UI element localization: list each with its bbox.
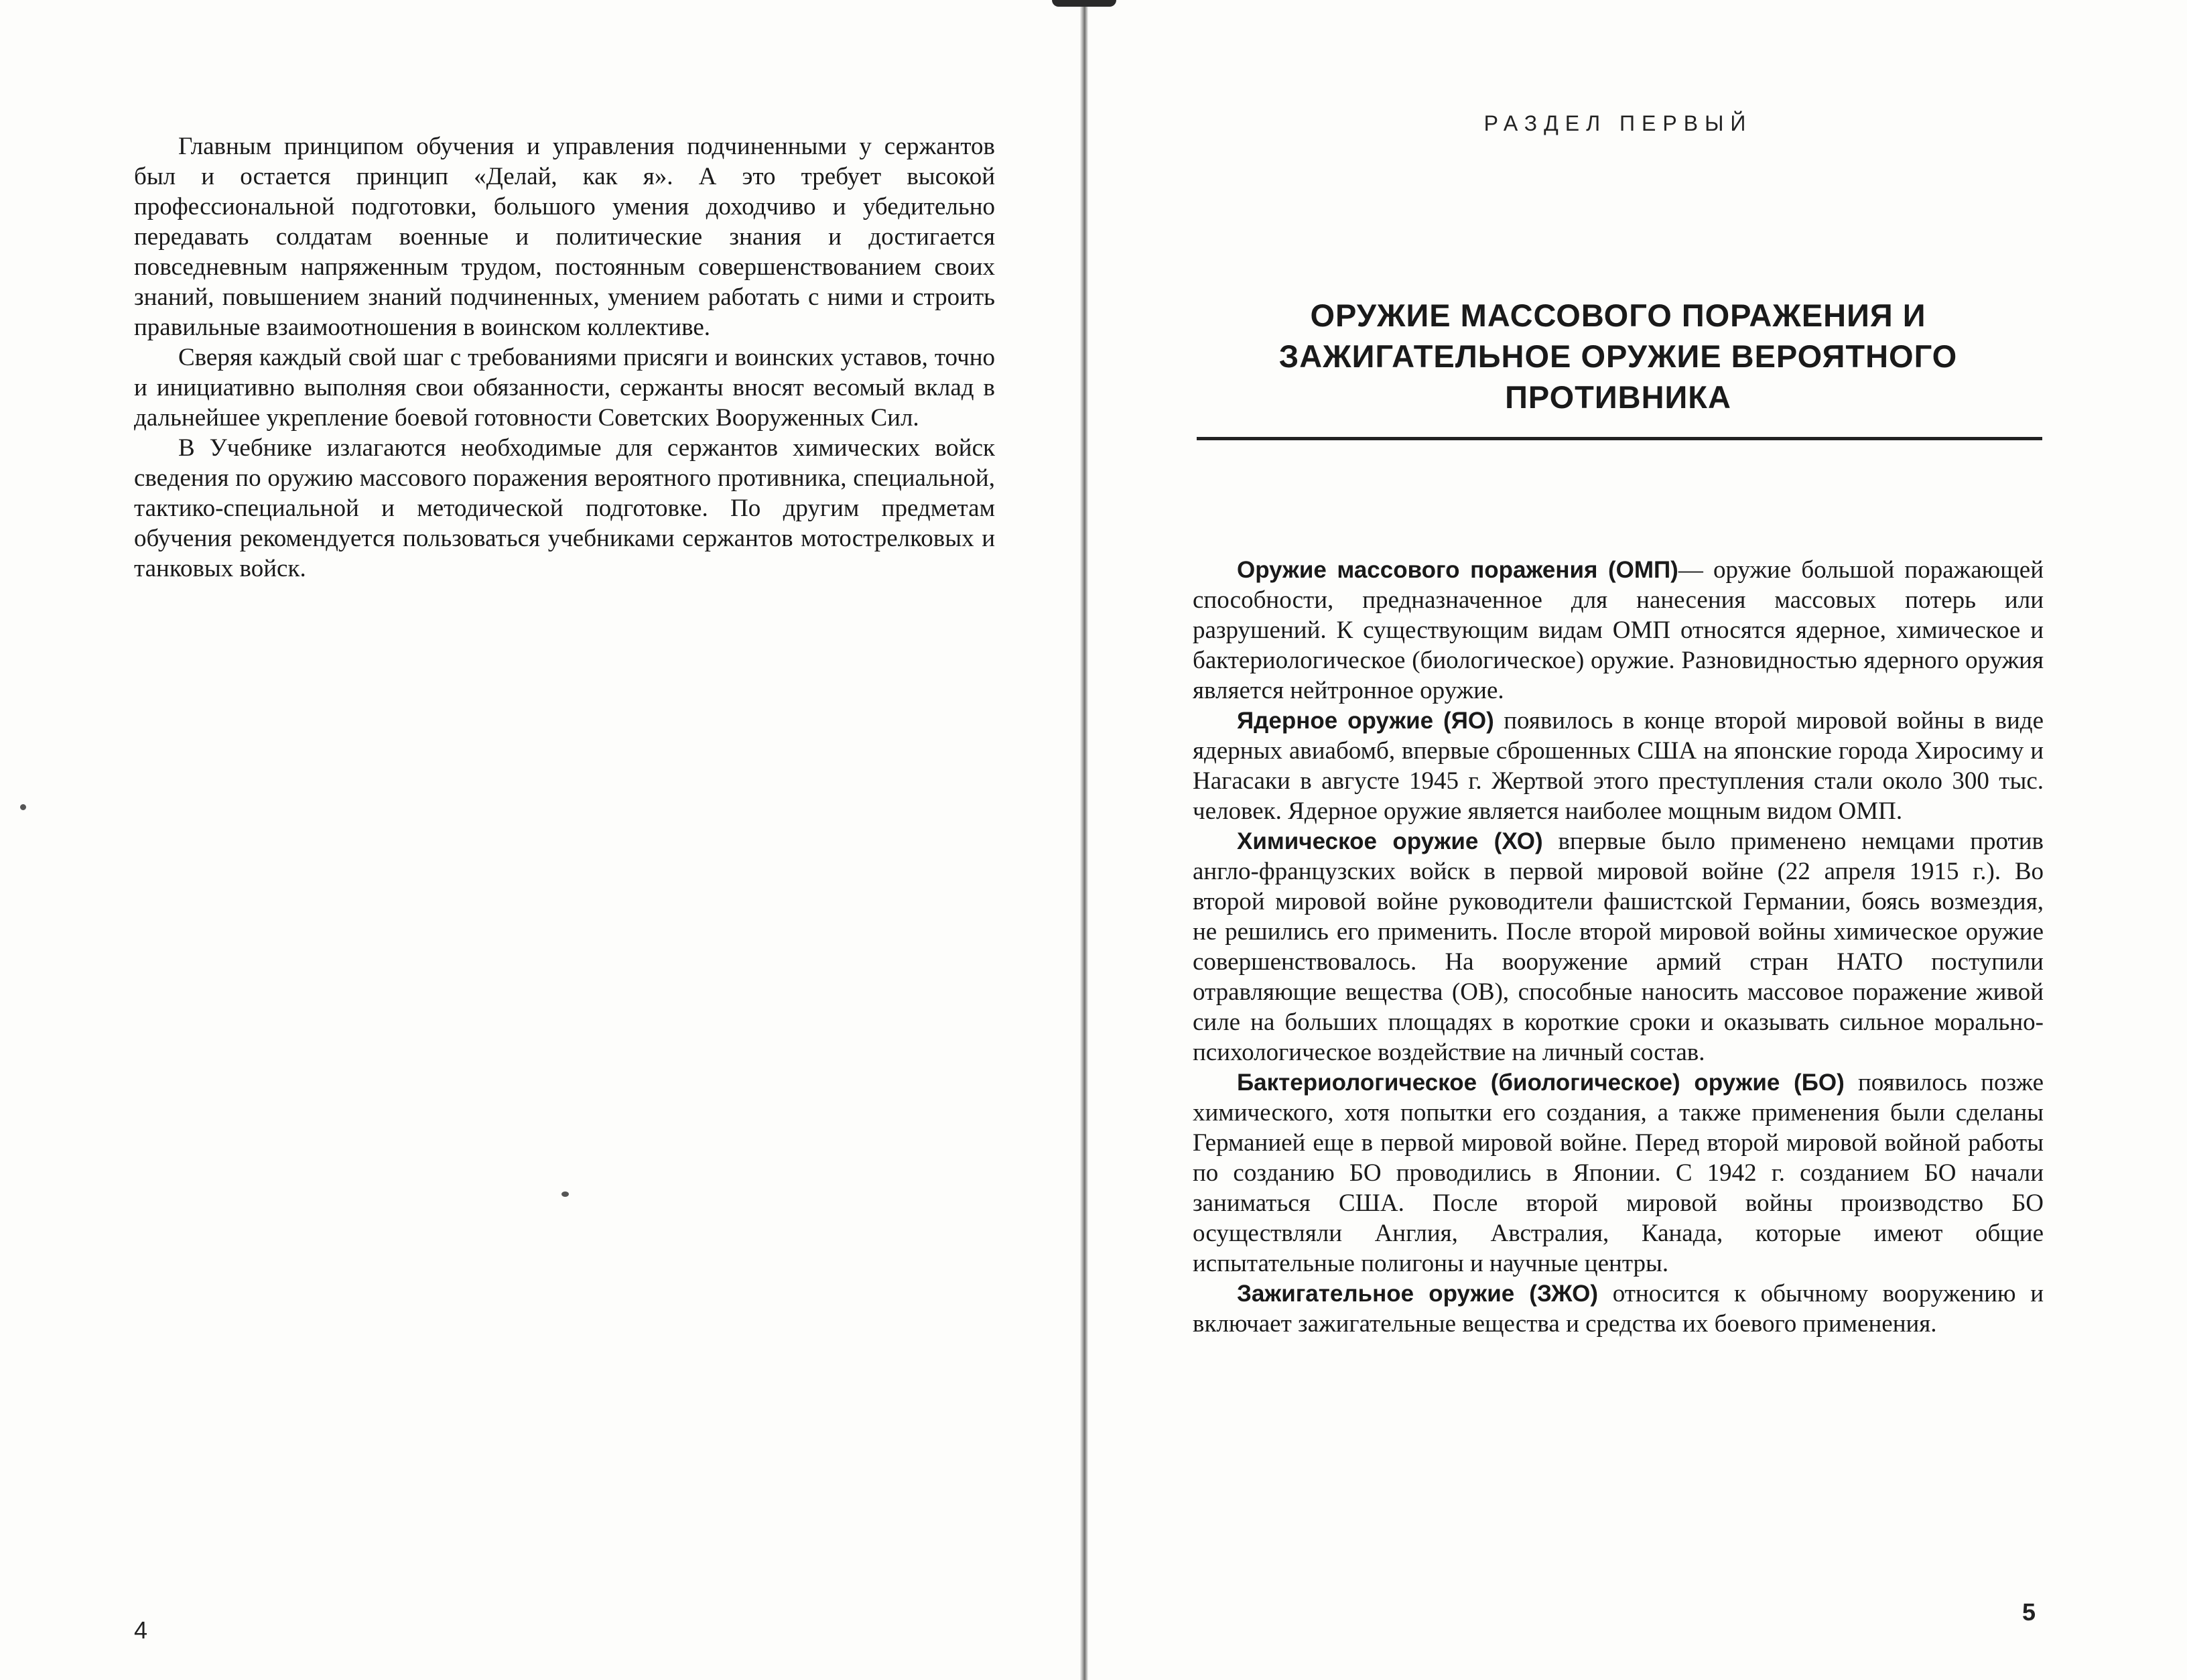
left-page-body xyxy=(134,131,995,584)
term-zho: Зажигательное оружие (ЗЖО) xyxy=(1237,1281,1599,1307)
right-paragraph-zho xyxy=(1193,1279,2044,1339)
right-paragraph-ho-text: впервые было применено немцами против англо-французских войск в первой мировой войне (22 апреля 1915 г.). Во второй мировой войне руководители фашистской Германии, боясь возмездия, не решились его применить. После второй мировой войны химическое оружие совершенствовалось. На вооружение армий стран НАТО поступили отравляющие вещества (ОВ), способные наносить массовое поражение живой силе на больших площадях в короткие сроки и оказывать сильное морально-психологическое воздействие на личный состав. xyxy=(1193,828,2044,1066)
binding-shadow xyxy=(1052,0,1116,7)
section-label: РАЗДЕЛ ПЕРВЫЙ xyxy=(1483,111,1753,135)
left-paragraph-3: В Учебнике излагаются необходимые для сержантов химических войск сведения по оружию массового поражения вероятного противника, специальной, тактико-специальной и методической подготовке. По другим предметам обучения рекомендуется пользоваться учебниками сержантов мотострелковых и танковых войск. xyxy=(134,434,995,582)
right-paragraph-zho-text: относится к обычному вооружению и включает зажигательные вещества и средства их боевого применения. xyxy=(1193,1280,2044,1338)
chapter-title: ОРУЖИЕ МАССОВОГО ПОРАЖЕНИЯ И ЗАЖИГАТЕЛЬНОЕ ОРУЖИЕ ВЕРОЯТНОГО ПРОТИВНИКА xyxy=(1278,298,1958,415)
right-page-body xyxy=(1193,555,2044,1339)
left-paragraph-2: Сверяя каждый свой шаг с требованиями присяги и воинских уставов, точно и инициативно выполняя свои обязанности, сержанты вносят весомый вклад в дальнейшее укрепление боевой готовности Советских Вооруженных Сил. xyxy=(134,344,995,432)
right-page-number: 5 xyxy=(2022,1598,2036,1626)
right-paragraph-yo xyxy=(1193,706,2044,826)
term-omp: Оружие массового поражения (ОМП) xyxy=(1237,557,1678,583)
left-page-number: 4 xyxy=(134,1616,148,1644)
book-gutter xyxy=(1080,0,1088,1680)
right-paragraph-yo-text: появилось в конце второй мировой войны в виде ядерных авиабомб, впервые сброшенных США на японские города Хиросиму и Нагасаки в августе 1945 г. Жертвой этого преступления стали около 300 тыс. человек. Ядерное оружие является наиболее мощным видом ОМП. xyxy=(1193,707,2044,825)
left-paragraph-1: Главным принципом обучения и управления подчиненными у сержантов был и остается принцип «Делай, как я». А это требует высокой профессиональной подготовки, большого умения доходчиво и убедительно передавать солдатам военные и политические знания и достигается повседневным напряженным трудом, постоянным совершенствованием своих знаний, повышением знаний подчиненных, умением работать с ними и строить правильные взаимоотношения в воинском коллективе. xyxy=(134,133,995,341)
print-speck xyxy=(561,1191,569,1197)
title-underline xyxy=(1197,437,2042,440)
right-paragraph-ho xyxy=(1193,826,2044,1068)
term-yo: Ядерное оружие (ЯО) xyxy=(1237,708,1494,734)
term-bo: Бактериологическое (биологическое) оружие (БО) xyxy=(1237,1070,1845,1096)
print-speck xyxy=(20,804,26,810)
right-paragraph-bo xyxy=(1193,1068,2044,1279)
right-paragraph-omp xyxy=(1193,555,2044,706)
right-paragraph-omp-text: — оружие большой поражающей способности, предназначенное для нанесения массовых потерь или разрушений. К существующим видам ОМП относятся ядерное, химическое и бактериологическое (биологическое) оружие. Разновидностью ядерного оружия является нейтронное оружие. xyxy=(1193,556,2044,704)
term-ho: Химическое оружие (ХО) xyxy=(1237,828,1543,854)
right-paragraph-bo-text: появилось позже химического, хотя попытки его создания, а также применения были сделаны Германией еще в первой мировой войне. Перед второй мировой войной работы по созданию БО проводились в Японии. С 1942 г. созданием БО начали заниматься США. После второй мировой войны производство БО осуществляли Англия, Австралия, Канада, которые имеют общие испытательные полигоны и научные центры. xyxy=(1193,1069,2044,1277)
